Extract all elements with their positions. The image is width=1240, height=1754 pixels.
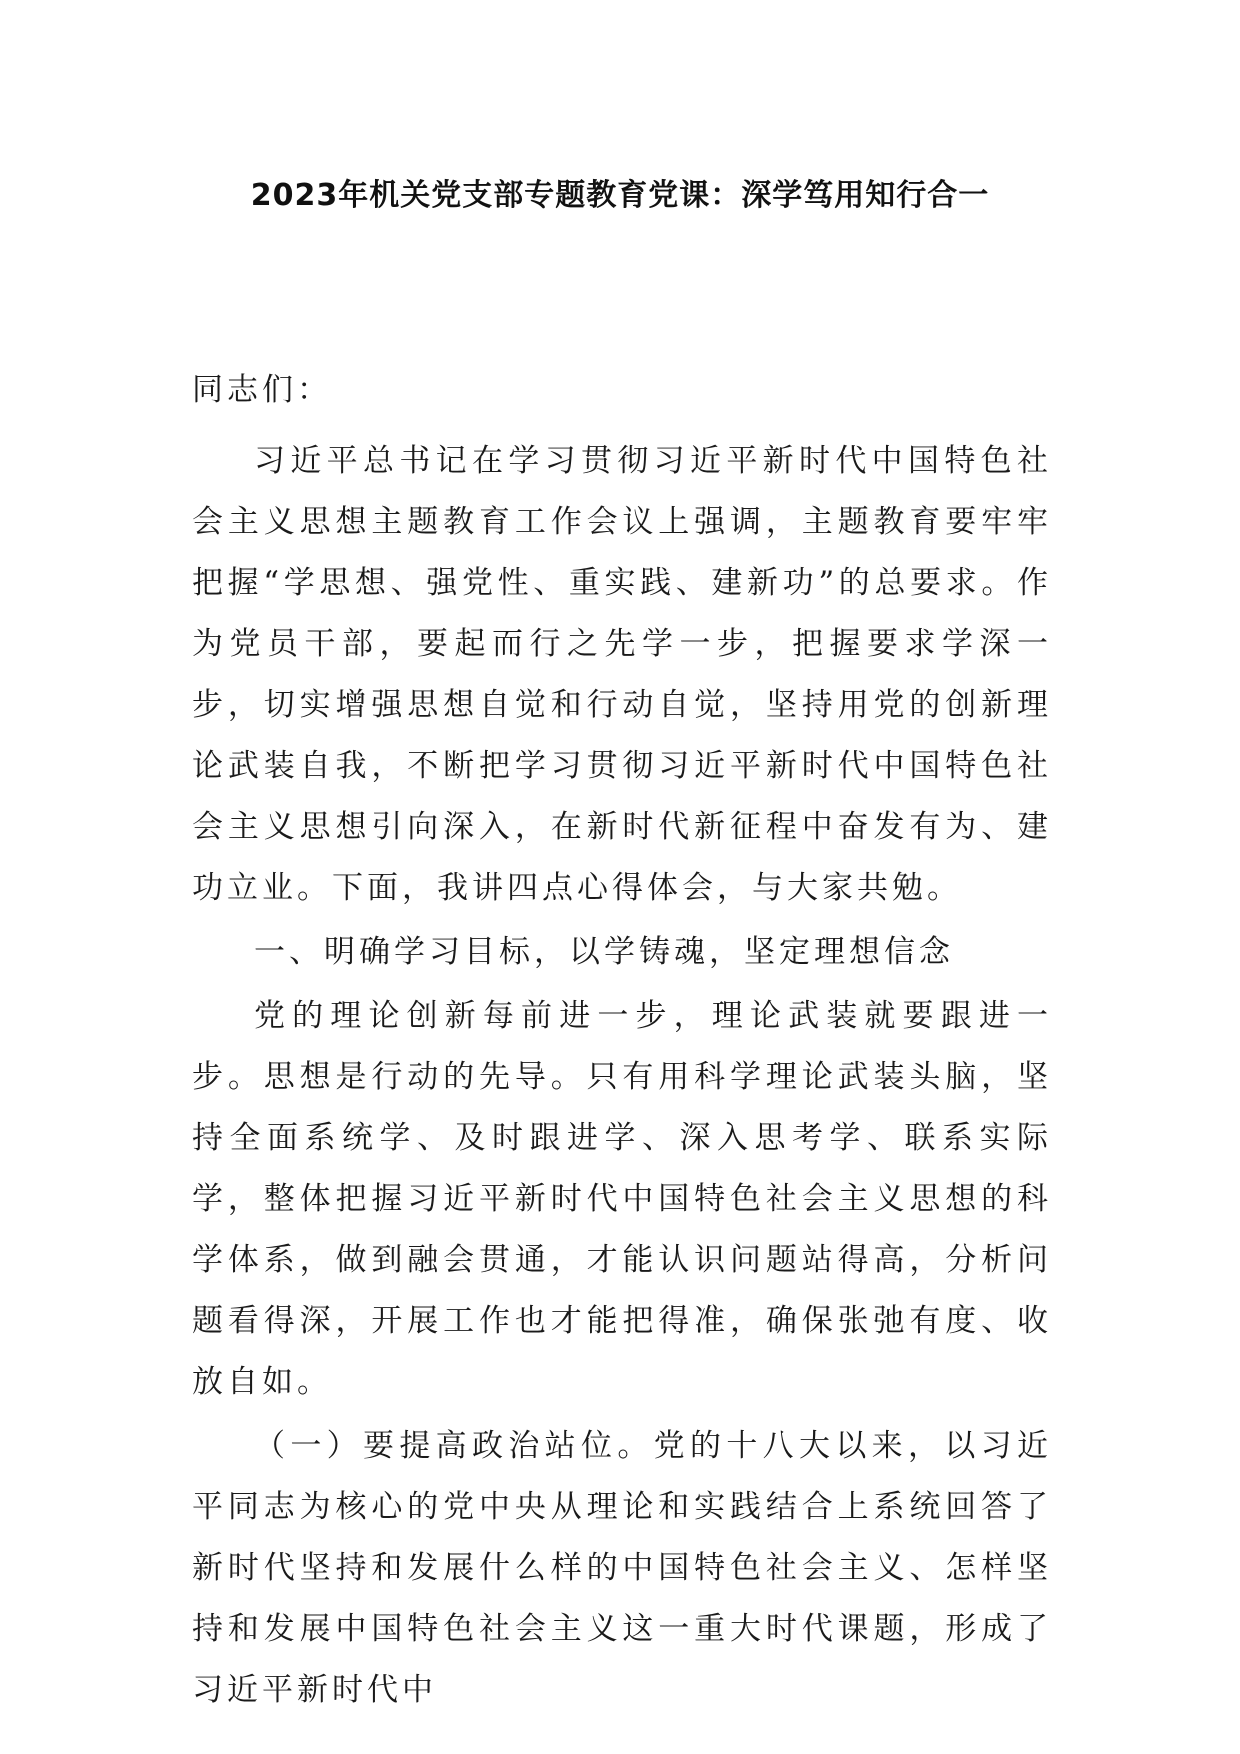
document-title: 2023年机关党支部专题教育党课：深学笃用知行合一 — [250, 178, 990, 213]
section-heading-1: 一、明确学习目标，以学铸魂，坚定理想信念 — [254, 934, 954, 970]
document-body — [192, 360, 1052, 1724]
salutation: 同志们： — [192, 372, 332, 408]
paragraph-intro: 习近平总书记在学习贯彻习近平新时代中国特色社会主义思想主题教育工作会议上强调，主题教育要牢牢把握“学思想、强党性、重实践、建新功”的总要求。作为党员干部，要起而行之先学一步，把握要求学深一步，切实增强思想自觉和行动自觉，坚持用党的创新理论武装自我，不断把学习贯彻习近平新时代中国特色社会主义思想引向深入，在新时代新征程中奋发有为、建功立业。下面，我讲四点心得体会，与大家共勉。 — [192, 443, 1052, 906]
paragraph-section-1: 党的理论创新每前进一步，理论武装就要跟进一步。思想是行动的先导。只有用科学理论武装头脑，坚持全面系统学、及时跟进学、深入思考学、联系实际学，整体把握习近平新时代中国特色社会主义思想的科学体系，做到融会贯通，才能认识问题站得高，分析问题看得深，开展工作也才能把得准，确保张弛有度、收放自如。 — [192, 998, 1052, 1400]
paragraph-subsection-1: （一）要提高政治站位。党的十八大以来，以习近平同志为核心的党中央从理论和实践结合上系统回答了新时代坚持和发展什么样的中国特色社会主义、怎样坚持和发展中国特色社会主义这一重大时代课题，形成了习近平新时代中 — [192, 1428, 1052, 1708]
